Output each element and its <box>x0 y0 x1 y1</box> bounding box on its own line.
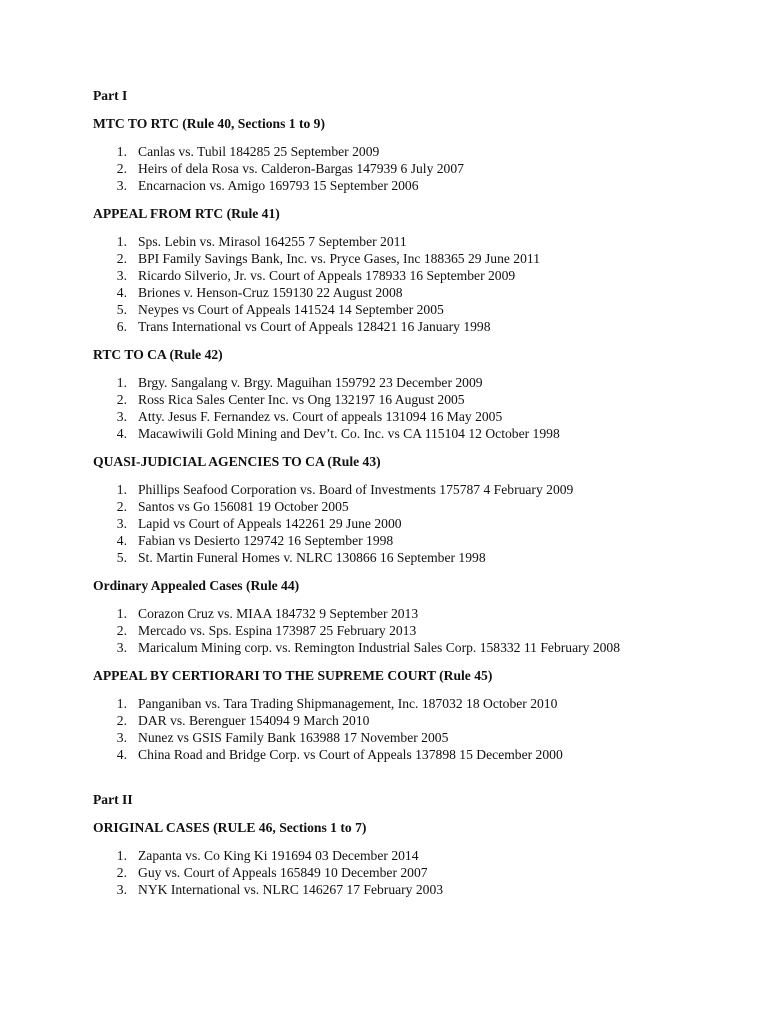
section-heading: ORIGINAL CASES (RULE 46, Sections 1 to 7) <box>93 820 367 835</box>
list-item <box>93 549 733 566</box>
list-item <box>93 250 733 267</box>
section-ordinary-appealed <box>93 577 733 656</box>
list-item <box>93 695 733 712</box>
case-citation: Neypes vs Court of Appeals 141524 14 September 2005 <box>138 302 444 317</box>
section-rtc-to-ca <box>93 346 733 442</box>
case-citation: Panganiban vs. Tara Trading Shipmanagement, Inc. 187032 18 October 2010 <box>138 696 558 711</box>
list-item <box>93 143 733 160</box>
list-item <box>93 267 733 284</box>
section-certiorari <box>93 667 733 763</box>
item-number: 4. <box>116 285 127 300</box>
case-list <box>93 233 733 335</box>
case-citation: St. Martin Funeral Homes v. NLRC 130866 16 September 1998 <box>138 550 486 565</box>
part-2 <box>93 791 733 898</box>
section-heading: Ordinary Appealed Cases (Rule 44) <box>93 578 300 593</box>
list-item <box>93 481 733 498</box>
item-number: 1. <box>116 606 127 621</box>
section-heading: QUASI-JUDICIAL AGENCIES TO CA (Rule 43) <box>93 454 381 469</box>
document-page <box>93 87 733 909</box>
case-list <box>93 695 733 763</box>
item-number: 3. <box>116 640 127 655</box>
item-number: 3. <box>116 409 127 424</box>
list-item <box>93 408 733 425</box>
list-item <box>93 864 733 881</box>
case-citation: Mercado vs. Sps. Espina 173987 25 February 2013 <box>138 623 417 638</box>
case-citation: Zapanta vs. Co King Ki 191694 03 December 2014 <box>138 848 419 863</box>
list-item <box>93 318 733 335</box>
item-number: 1. <box>116 482 127 497</box>
case-citation: BPI Family Savings Bank, Inc. vs. Pryce Gases, Inc 188365 29 June 2011 <box>138 251 540 266</box>
case-citation: Maricalum Mining corp. vs. Remington Industrial Sales Corp. 158332 11 February 2008 <box>138 640 621 655</box>
item-number: 4. <box>116 426 127 441</box>
case-citation: Santos vs Go 156081 19 October 2005 <box>138 499 349 514</box>
item-number: 1. <box>116 848 127 863</box>
case-list <box>93 847 733 898</box>
list-item <box>93 639 733 656</box>
item-number: 2. <box>116 251 127 266</box>
item-number: 4. <box>116 747 127 762</box>
case-citation: Heirs of dela Rosa vs. Calderon-Bargas 147939 6 July 2007 <box>138 161 464 176</box>
section-mtc-to-rtc <box>93 115 733 194</box>
part-title: Part I <box>93 88 128 103</box>
part-spacer <box>93 774 733 791</box>
item-number: 1. <box>116 234 127 249</box>
list-item <box>93 515 733 532</box>
item-number: 2. <box>116 713 127 728</box>
list-item <box>93 622 733 639</box>
section-heading: APPEAL FROM RTC (Rule 41) <box>93 206 280 221</box>
case-citation: Nunez vs GSIS Family Bank 163988 17 November 2005 <box>138 730 449 745</box>
list-item <box>93 532 733 549</box>
case-citation: Canlas vs. Tubil 184285 25 September 2009 <box>138 144 380 159</box>
case-citation: Ross Rica Sales Center Inc. vs Ong 132197 16 August 2005 <box>138 392 465 407</box>
item-number: 2. <box>116 161 127 176</box>
list-item <box>93 425 733 442</box>
section-heading: MTC TO RTC (Rule 40, Sections 1 to 9) <box>93 116 326 131</box>
item-number: 2. <box>116 392 127 407</box>
list-item <box>93 284 733 301</box>
item-number: 1. <box>116 144 127 159</box>
section-appeal-from-rtc <box>93 205 733 335</box>
item-number: 3. <box>116 882 127 897</box>
case-list <box>93 605 733 656</box>
item-number: 3. <box>116 730 127 745</box>
case-citation: Fabian vs Desierto 129742 16 September 1998 <box>138 533 394 548</box>
section-original-cases <box>93 819 733 898</box>
case-citation: Encarnacion vs. Amigo 169793 15 September 2006 <box>138 178 419 193</box>
case-citation: Lapid vs Court of Appeals 142261 29 June 2000 <box>138 516 402 531</box>
item-number: 5. <box>116 302 127 317</box>
case-citation: Briones v. Henson-Cruz 159130 22 August 2008 <box>138 285 403 300</box>
item-number: 1. <box>116 696 127 711</box>
item-number: 3. <box>116 268 127 283</box>
case-list <box>93 374 733 442</box>
case-citation: China Road and Bridge Corp. vs Court of Appeals 137898 15 December 2000 <box>138 747 563 762</box>
case-citation: Brgy. Sangalang v. Brgy. Maguihan 159792 23 December 2009 <box>138 375 483 390</box>
list-item <box>93 847 733 864</box>
section-quasi-judicial <box>93 453 733 566</box>
list-item <box>93 746 733 763</box>
item-number: 2. <box>116 623 127 638</box>
case-citation: Phillips Seafood Corporation vs. Board of Investments 175787 4 February 2009 <box>138 482 574 497</box>
part-title: Part II <box>93 792 133 807</box>
item-number: 5. <box>116 550 127 565</box>
list-item <box>93 498 733 515</box>
case-citation: Guy vs. Court of Appeals 165849 10 December 2007 <box>138 865 428 880</box>
case-citation: Trans International vs Court of Appeals 128421 16 January 1998 <box>138 319 491 334</box>
case-citation: Atty. Jesus F. Fernandez vs. Court of appeals 131094 16 May 2005 <box>138 409 503 424</box>
section-heading: APPEAL BY CERTIORARI TO THE SUPREME COURT (Rule 45) <box>93 668 493 683</box>
item-number: 2. <box>116 865 127 880</box>
case-citation: Ricardo Silverio, Jr. vs. Court of Appeals 178933 16 September 2009 <box>138 268 516 283</box>
item-number: 6. <box>116 319 127 334</box>
case-citation: Corazon Cruz vs. MIAA 184732 9 September 2013 <box>138 606 419 621</box>
item-number: 3. <box>116 178 127 193</box>
case-citation: DAR vs. Berenguer 154094 9 March 2010 <box>138 713 370 728</box>
list-item <box>93 233 733 250</box>
list-item <box>93 712 733 729</box>
part-1 <box>93 87 733 763</box>
item-number: 3. <box>116 516 127 531</box>
list-item <box>93 177 733 194</box>
list-item <box>93 605 733 622</box>
list-item <box>93 374 733 391</box>
case-citation: Sps. Lebin vs. Mirasol 164255 7 September 2011 <box>138 234 407 249</box>
list-item <box>93 160 733 177</box>
list-item <box>93 391 733 408</box>
list-item <box>93 881 733 898</box>
list-item <box>93 301 733 318</box>
case-citation: NYK International vs. NLRC 146267 17 February 2003 <box>138 882 444 897</box>
item-number: 2. <box>116 499 127 514</box>
item-number: 1. <box>116 375 127 390</box>
case-citation: Macawiwili Gold Mining and Dev’t. Co. Inc. vs CA 115104 12 October 1998 <box>138 426 560 441</box>
case-list <box>93 481 733 566</box>
list-item <box>93 729 733 746</box>
section-heading: RTC TO CA (Rule 42) <box>93 347 223 362</box>
item-number: 4. <box>116 533 127 548</box>
part-1-sections <box>93 115 733 763</box>
case-list <box>93 143 733 194</box>
